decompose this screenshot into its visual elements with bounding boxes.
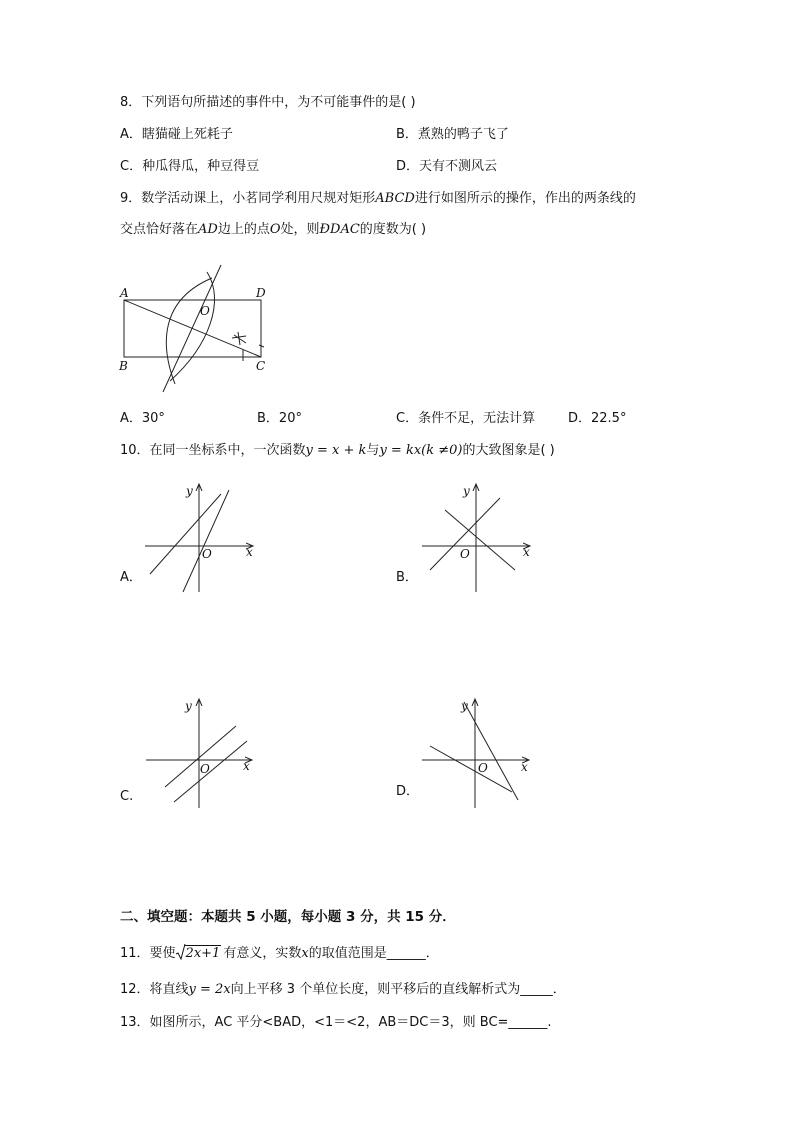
q10-option-c: C. (120, 789, 134, 804)
q9-stem-line2: 交点恰好落在AD边上的点O处，则ÐDAC的度数为( ) (120, 222, 427, 237)
label-d: D (256, 286, 266, 300)
svg-text:O: O (200, 762, 210, 776)
q10-option-a: A． (120, 570, 142, 585)
q8-option-d: D．天有不测风云 (396, 159, 498, 174)
q10-stem: 10．在同一坐标系中，一次函数y = x + k与y = kx(k ≠0)的大致图象是( ) (120, 443, 555, 458)
construction-arc-left (166, 278, 212, 384)
label-o: O (200, 304, 210, 318)
q8-option-b: B．煮熟的鸭子飞了 (396, 127, 509, 142)
q9-option-a: A．30° (120, 411, 165, 426)
line-1 (464, 702, 518, 800)
q10-graph-c (140, 695, 265, 810)
svg-text:y: y (463, 484, 470, 498)
q8-option-a: A．瞎猫碰上死耗子 (120, 127, 233, 142)
svg-text:x: x (243, 759, 250, 773)
q12-stem: 12．将直线y = 2x向上平移 3 个单位长度，则平移后的直线解析式为_____． (120, 982, 566, 997)
svg-text:x: x (246, 545, 253, 559)
q9-option-d: D．22.5° (568, 411, 627, 426)
svg-text:O: O (460, 547, 470, 561)
svg-text:y: y (186, 484, 193, 498)
q10-option-d: D． (396, 784, 420, 799)
sqrt-radical: 2x+1 (176, 946, 222, 962)
label-a: A (120, 286, 129, 300)
q10-option-b: B． (396, 570, 418, 585)
label-c: C (256, 359, 266, 373)
line-2 (174, 741, 247, 802)
svg-text:x: x (521, 760, 528, 774)
line-2 (430, 746, 512, 792)
q8-option-c: C．种瓜得瓜，种豆得豆 (120, 159, 260, 174)
q10-graph-d (418, 695, 538, 810)
svg-text:O: O (478, 761, 488, 775)
q10-graph-a (140, 480, 265, 595)
svg-text:y: y (461, 699, 468, 713)
svg-text:O: O (202, 547, 212, 561)
q9-option-b: B．20° (257, 411, 302, 426)
construction-arc-right (170, 272, 215, 381)
q9-option-c: C．条件不足，无法计算 (396, 411, 536, 426)
section2-title: 二、填空题：本题共 5 小题，每小题 3 分，共 15 分． (120, 909, 456, 925)
q10-graph-b (418, 480, 538, 595)
line-1 (165, 726, 236, 787)
q9-figure-rectangle-construction (115, 260, 275, 400)
line-2 (183, 490, 229, 592)
svg-text:y: y (185, 699, 192, 713)
line-1 (150, 494, 221, 574)
q13-stem: 13．如图所示，AC 平分<BAD，<1＝<2，AB＝DC＝3，则 BC=______. (120, 1015, 552, 1030)
q11-stem: 11．要使 2x+1 有意义，实数x的取值范围是______． (120, 946, 439, 961)
svg-text:x: x (523, 545, 530, 559)
q8-stem: 8．下列语句所描述的事件中，为不可能事件的是( ) (120, 95, 416, 110)
q9-stem-line1: 9．数学活动课上，小茗同学利用尺规对矩形ABCD进行如图所示的操作，作出的两条线的 (120, 191, 636, 206)
label-b: B (119, 359, 128, 373)
